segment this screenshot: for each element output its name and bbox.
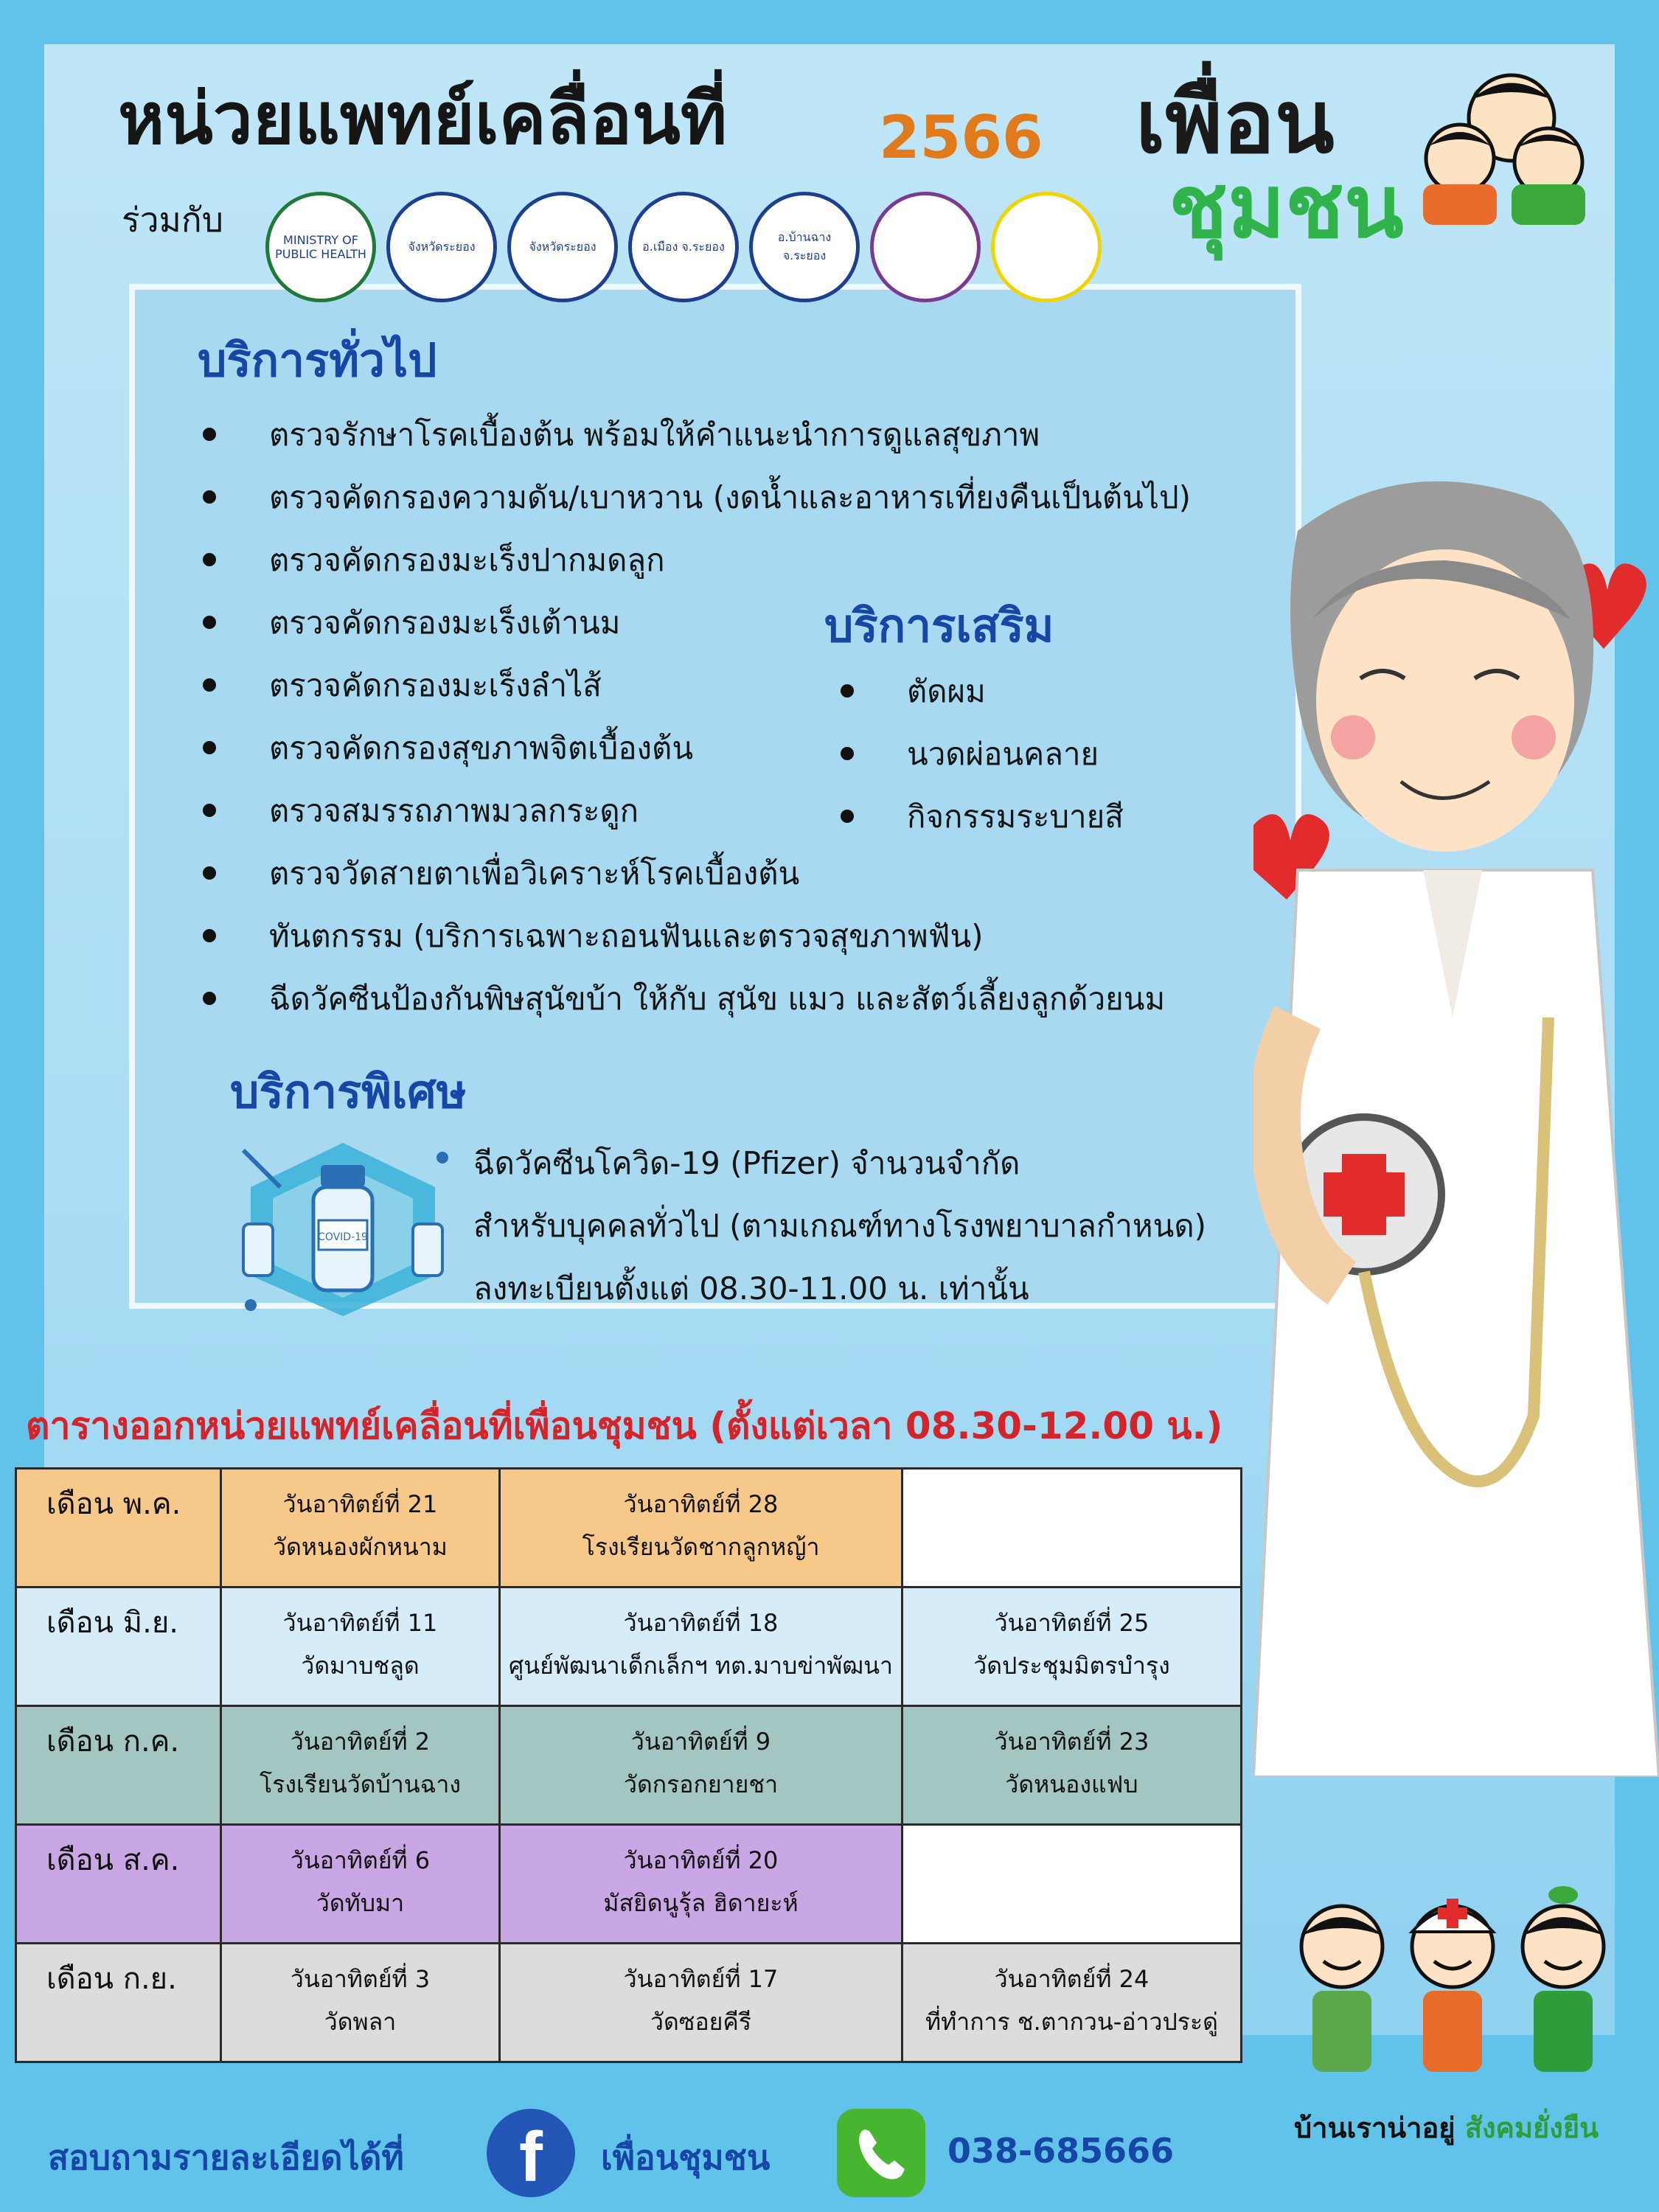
schedule-cell [902, 1706, 1242, 1825]
schedule-cell [902, 1587, 1242, 1706]
logo-caption: อ.เมือง จ.ระยอง [642, 239, 725, 254]
schedule-place: มัสยิดนูรุ้ล ฮิดายะห์ [603, 1889, 799, 1917]
phone-icon[interactable] [837, 2109, 925, 2197]
general-service-item-label: ทันตกรรม (บริการเฉพาะถอนฟันและตรวจสุขภาพฟัน) [269, 918, 984, 954]
schedule-cell [500, 1825, 902, 1944]
schedule-cell [902, 1825, 1242, 1944]
schedule-day: วันอาทิตย์ที่ 24 [994, 1965, 1150, 1993]
schedule-row [16, 1825, 1242, 1944]
schedule-place: วัดหนองแฟบ [1005, 1770, 1138, 1798]
rayong-provincial-admin-logo [386, 192, 497, 302]
schedule-day: วันอาทิตย์ที่ 2 [290, 1728, 431, 1756]
phone-handset-icon [837, 2109, 925, 2197]
schedule-place: วัดหนองผักหนาม [273, 1533, 448, 1561]
bullet-icon [203, 741, 216, 754]
phone-number[interactable]: 038-685666 [947, 2131, 1175, 2171]
schedule-cell [221, 1587, 500, 1706]
year-label: 2566 [879, 103, 1043, 172]
bullet-icon [203, 428, 216, 441]
schedule-month: เดือน ก.ย. [16, 1944, 221, 2062]
general-service-item-label: ฉีดวัคซีนป้องกันพิษสุนัขบ้า ให้กับ สุนัข แมว และสัตว์เลี้ยงลูกด้วยนม [269, 981, 1166, 1017]
extra-service-item-label: ตัดผม [907, 673, 986, 709]
general-service-item-label: ตรวจคัดกรองมะเร็งเต้านม [269, 605, 621, 641]
brand-logo [1135, 52, 1607, 257]
bullet-icon [203, 992, 216, 1005]
bullet-icon [203, 866, 216, 880]
extra-service-item-label: กิจกรรมระบายสี [907, 799, 1124, 835]
extra-service-item [907, 732, 1124, 795]
bullet-icon [203, 490, 216, 504]
schedule-day: วันอาทิตย์ที่ 25 [994, 1609, 1150, 1637]
slogan-part1: บ้านเราน่าอยู่ [1294, 2112, 1465, 2144]
schedule-day: วันอาทิตย์ที่ 6 [290, 1846, 431, 1874]
ban-chang-town-logo [507, 192, 618, 302]
bullet-icon [203, 616, 216, 629]
schedule-cell [500, 1469, 902, 1587]
general-service-item-label: ตรวจรักษาโรคเบื้องต้น พร้อมให้คำแนะนำการดูแลสุขภาพ [269, 417, 1040, 453]
slogan-part2: สังคมยั่งยืน [1464, 2112, 1599, 2144]
vaccine-label: COVID-19 [318, 1231, 368, 1243]
tambon-ban-chang-logo [749, 192, 860, 302]
special-services-heading: บริการพิเศษ [230, 1065, 467, 1119]
schedule-month: เดือน พ.ค. [16, 1469, 221, 1587]
bullet-icon [841, 747, 854, 760]
schedule-cell [221, 1469, 500, 1587]
general-service-item-label: ตรวจคัดกรองมะเร็งลำไส้ [269, 667, 602, 703]
schedule-row [16, 1587, 1242, 1706]
schedule-cell [500, 1706, 902, 1825]
general-service-item [269, 413, 1191, 476]
schedule-row [16, 1944, 1242, 2062]
partner-label: ร่วมกับ [122, 200, 223, 240]
bullet-icon [841, 810, 854, 823]
extra-service-item [907, 795, 1124, 858]
bullet-icon [203, 929, 216, 942]
extra-services-heading: บริการเสริม [824, 599, 1054, 653]
schedule-place: วัดมาบชลูด [301, 1652, 420, 1680]
schedule-place: ศูนย์พัฒนาเด็กเล็กฯ ทต.มาบข่าพัฒนา [508, 1652, 894, 1680]
extra-services-list [907, 669, 1124, 858]
bullet-icon [203, 804, 216, 817]
schedule-row [16, 1706, 1242, 1825]
schedule-cell [500, 1587, 902, 1706]
schedule-table [15, 1467, 1242, 2063]
schedule-month: เดือน มิ.ย. [16, 1587, 221, 1706]
bullet-icon [203, 678, 216, 692]
schedule-place: ที่ทำการ ช.ตากวน-อ่าวประดู่ [925, 2008, 1218, 2036]
brand-text-line2: ชุมชน [1169, 156, 1404, 257]
schedule-cell [902, 1944, 1242, 2062]
schedule-place: วัดประชุมมิตรบำรุง [973, 1652, 1170, 1680]
schedule-cell [902, 1469, 1242, 1587]
kids-mascot-illustration [1283, 1858, 1622, 2079]
extra-service-item-label: นวดผ่อนคลาย [907, 736, 1099, 772]
slogan [1294, 2105, 1599, 2150]
schedule-place: โรงเรียนวัดบ้านฉาง [259, 1770, 462, 1798]
tambon-map-kha-logo [991, 192, 1102, 302]
page-title: หน่วยแพทย์เคลื่อนที่ [118, 77, 728, 160]
schedule-day: วันอาทิตย์ที่ 21 [282, 1490, 438, 1518]
bullet-icon [841, 684, 854, 698]
bullet-icon [203, 553, 216, 566]
special-service-line: ลงทะเบียนตั้งแต่ 08.30-11.00 น. เท่านั้น [473, 1270, 1029, 1307]
logo-caption: อ.บ้านฉาง จ.ระยอง [777, 230, 832, 262]
brand-mascot-icon [1401, 59, 1607, 236]
schedule-month: เดือน ก.ค. [16, 1706, 221, 1825]
schedule-day: วันอาทิตย์ที่ 9 [630, 1728, 771, 1756]
schedule-cell [221, 1706, 500, 1825]
schedule-cell [500, 1944, 902, 2062]
ministry-of-public-health-logo [265, 192, 376, 302]
general-service-item-label: ตรวจคัดกรองสุขภาพจิตเบื้องต้น [269, 730, 694, 766]
contact-label: สอบถามรายละเอียดได้ที่ [48, 2138, 404, 2177]
schedule-row [16, 1469, 1242, 1587]
schedule-day: วันอาทิตย์ที่ 17 [623, 1965, 779, 1993]
general-service-item [269, 914, 1191, 977]
schedule-place: โรงเรียนวัดชากลูกหญ้า [582, 1533, 820, 1561]
logo-caption: จังหวัดระยอง [408, 239, 476, 254]
facebook-icon[interactable]: f [487, 2109, 575, 2197]
schedule-place: วัดทับมา [316, 1889, 405, 1917]
schedule-place: วัดซอยคีรี [650, 2008, 752, 2036]
tambon-sub-logo [870, 192, 981, 302]
schedule-day: วันอาทิตย์ที่ 18 [623, 1609, 779, 1637]
schedule-day: วันอาทิตย์ที่ 11 [282, 1609, 438, 1637]
general-service-item [269, 977, 1191, 1040]
schedule-day: วันอาทิตย์ที่ 23 [994, 1728, 1150, 1756]
general-services-heading: บริการทั่วไป [198, 333, 437, 387]
logo-caption: จังหวัดระยอง [529, 239, 597, 254]
doctor-illustration [1253, 457, 1659, 1777]
schedule-month: เดือน ส.ค. [16, 1825, 221, 1944]
general-service-item [269, 476, 1191, 538]
general-service-item-label: ตรวจคัดกรองมะเร็งปากมดลูก [269, 542, 665, 578]
schedule-cell [221, 1825, 500, 1944]
extra-service-item [907, 669, 1124, 732]
schedule-day: วันอาทิตย์ที่ 3 [290, 1965, 431, 1993]
facebook-page-name[interactable]: เพื่อนชุมชน [601, 2138, 771, 2177]
schedule-place: วัดพลา [324, 2008, 397, 2036]
schedule-cell [221, 1944, 500, 2062]
general-service-item-label: ตรวจสมรรถภาพมวลกระดูก [269, 793, 639, 829]
general-service-item-label: ตรวจคัดกรองความดัน/เบาหวาน (งดน้ำและอาหารเที่ยงคืนเป็นต้นไป) [269, 479, 1192, 515]
schedule-title: ตารางออกหน่วยแพทย์เคลื่อนที่เพื่อนชุมชน (ตั้งแต่เวลา 08.30-12.00 น.) [26, 1405, 1223, 1447]
special-services-text [473, 1141, 1206, 1329]
tambon-logo [628, 192, 739, 302]
schedule-place: วัดกรอกยายชา [623, 1770, 779, 1798]
special-service-line: สำหรับบุคคลทั่วไป (ตามเกณฑ์ทางโรงพยาบาลกำหนด) [473, 1208, 1206, 1244]
general-service-item-label: ตรวจวัดสายตาเพื่อวิเคราะห์โรคเบื้องต้น [269, 855, 800, 891]
special-service-line: ฉีดวัคซีนโควิด-19 (Pfizer) จำนวนจำกัด [473, 1145, 1020, 1181]
logo-caption: MINISTRY OF PUBLIC HEALTH [275, 233, 366, 261]
partner-logos [265, 192, 1102, 302]
brand-text-line1: เพื่อน [1135, 71, 1335, 173]
vaccine-icon [229, 1135, 457, 1320]
schedule-day: วันอาทิตย์ที่ 28 [623, 1490, 779, 1518]
schedule-day: วันอาทิตย์ที่ 20 [623, 1846, 779, 1874]
general-service-item [269, 852, 1191, 914]
